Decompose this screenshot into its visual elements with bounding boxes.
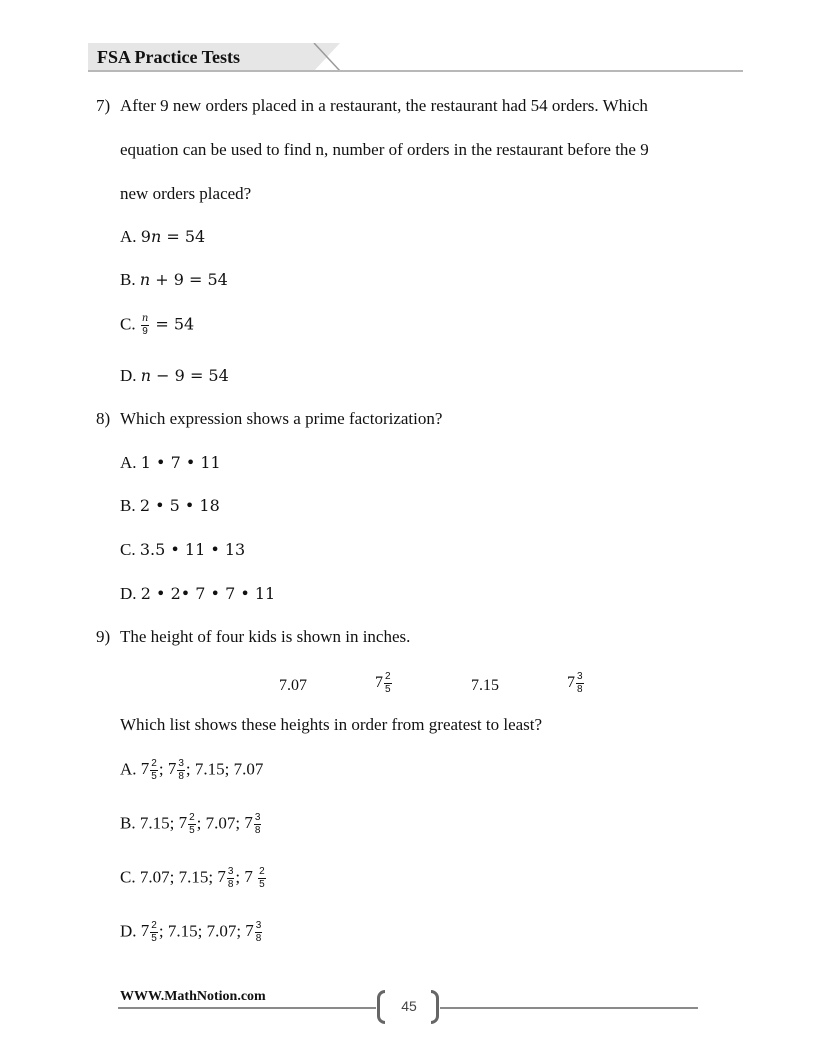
footer-rule-left — [118, 1007, 376, 1009]
option-label: A. — [120, 759, 137, 779]
mixed-number-7-3-8: 7 $\frac{3}{8}$ — [167, 758, 184, 782]
q7-option-d[interactable] — [120, 366, 229, 386]
mixed-number-7-2-5: 7 $\frac{2}{5}$ — [140, 920, 157, 944]
q9-stem: The height of four kids is shown in inches. — [120, 627, 411, 646]
q7-option-b[interactable] — [120, 270, 228, 290]
value-7-15: 7.15 — [167, 921, 198, 941]
value-7-15: 7.15 — [178, 867, 209, 887]
value-7-07: 7.07 — [206, 921, 237, 941]
q7-option-a[interactable] — [120, 227, 205, 247]
q7-d-rest: − 9 = 54 — [151, 366, 229, 385]
height-value-3: 7.15 — [471, 677, 499, 694]
option-label: D. — [120, 366, 137, 385]
mixed-number-7-3-8: 7 $\frac{3}{8}$ — [244, 812, 261, 836]
option-label: D. — [120, 584, 137, 603]
header-title: FSA Practice Tests — [97, 47, 240, 67]
option-label: C. — [120, 314, 136, 334]
q7-stem-line-3: new orders placed? — [120, 184, 252, 203]
option-label: B. — [120, 496, 136, 515]
q7-a-var: n — [150, 227, 162, 246]
option-label: C. — [120, 867, 136, 887]
mixed-number-7-3-8: 7 $\frac{3}{8}$ — [245, 920, 262, 944]
q9-option-a[interactable]: A. 7 $\frac{2}{5}$ ; 7 $\frac{3}{8}$ ; 7.15; 7.07 — [120, 758, 264, 782]
q9-number: 9) — [96, 627, 111, 646]
height-value-1: 7.07 — [279, 677, 307, 694]
q9-question: Which list shows these heights in order from greatest to least? — [120, 715, 543, 734]
page-number: 45 — [401, 998, 417, 1014]
mixed-number-7-2-5: 7 $\frac{2}{5}$ — [178, 812, 195, 836]
q7-b-rest: + 9 = 54 — [150, 270, 228, 289]
value-7-07: 7.07 — [205, 813, 236, 833]
q9-option-c[interactable]: C. 7.07; 7.15; 7 $\frac{3}{8}$ ; 7 $\frac{2}{5}$ — [120, 866, 265, 890]
value-7-15: 7.15 — [194, 759, 225, 779]
option-label: D. — [120, 921, 137, 941]
option-label: B. — [120, 270, 136, 289]
q8-option-d[interactable] — [120, 584, 275, 604]
option-text: 1 • 7 • 11 — [140, 453, 221, 472]
q7-a-coef: 9 — [140, 227, 151, 246]
q7-b-var: n — [139, 270, 151, 289]
q8-option-c[interactable] — [120, 540, 245, 560]
q8-stem: Which expression shows a prime factorization? — [120, 409, 443, 428]
option-label: C. — [120, 540, 136, 559]
option-label: A. — [120, 453, 137, 472]
footer-url: WWW.MathNotion.com — [120, 989, 266, 1004]
value-7-07: 7.07 — [139, 867, 170, 887]
option-text: 3.5 • 11 • 13 — [139, 540, 246, 559]
q7-c-rest: = 54 — [150, 314, 195, 334]
mixed-number-7-2-5: 7 $\frac{2}{5}$ — [140, 758, 157, 782]
q7-stem-line-1: After 9 new orders placed in a restaurant, the restaurant had 54 orders. Which — [120, 96, 648, 115]
footer-rule-right — [440, 1007, 698, 1009]
mixed-number-7-2-5: 7 $\frac{2}{5}$ — [244, 866, 265, 890]
q7-stem-line-2: equation can be used to find n, number of orders in the restaurant before the 9 — [120, 140, 649, 159]
page-number-left-bracket — [377, 990, 385, 1024]
option-text: 2 • 2• 7 • 7 • 11 — [140, 584, 276, 603]
q7-option-c[interactable] — [120, 314, 194, 337]
q8-number: 8) — [96, 409, 111, 428]
page-number-right-bracket — [431, 990, 439, 1024]
q8-option-a[interactable] — [120, 453, 221, 473]
height-value-4: 7 $\frac{3}{8}$ — [567, 671, 583, 695]
q7-number: 7) — [96, 96, 111, 115]
option-label: B. — [120, 813, 136, 833]
mixed-number-7-3-8: 7 $\frac{3}{8}$ — [217, 866, 234, 890]
option-label: A. — [120, 227, 137, 246]
q9-option-b[interactable]: B. 7.15; 7 $\frac{2}{5}$ ; 7.07; 7 $\frac{3}{8}$ — [120, 812, 261, 836]
q9-option-d[interactable]: D. 7 $\frac{2}{5}$ ; 7.15; 7.07; 7 $\frac{3}{8}$ — [120, 920, 262, 944]
header-tab-edge — [312, 43, 352, 72]
value-7-07: 7.07 — [233, 759, 264, 779]
height-value-2: 7 $\frac{2}{5}$ — [375, 671, 391, 695]
q7-c-fraction: $\frac{n}{9}$ — [141, 313, 149, 337]
q7-a-rest: = 54 — [161, 227, 206, 246]
option-text: 2 • 5 • 18 — [139, 496, 220, 515]
header-rule — [88, 70, 743, 72]
q8-option-b[interactable] — [120, 496, 220, 516]
q7-d-var: n — [140, 366, 152, 385]
value-7-15: 7.15 — [139, 813, 170, 833]
